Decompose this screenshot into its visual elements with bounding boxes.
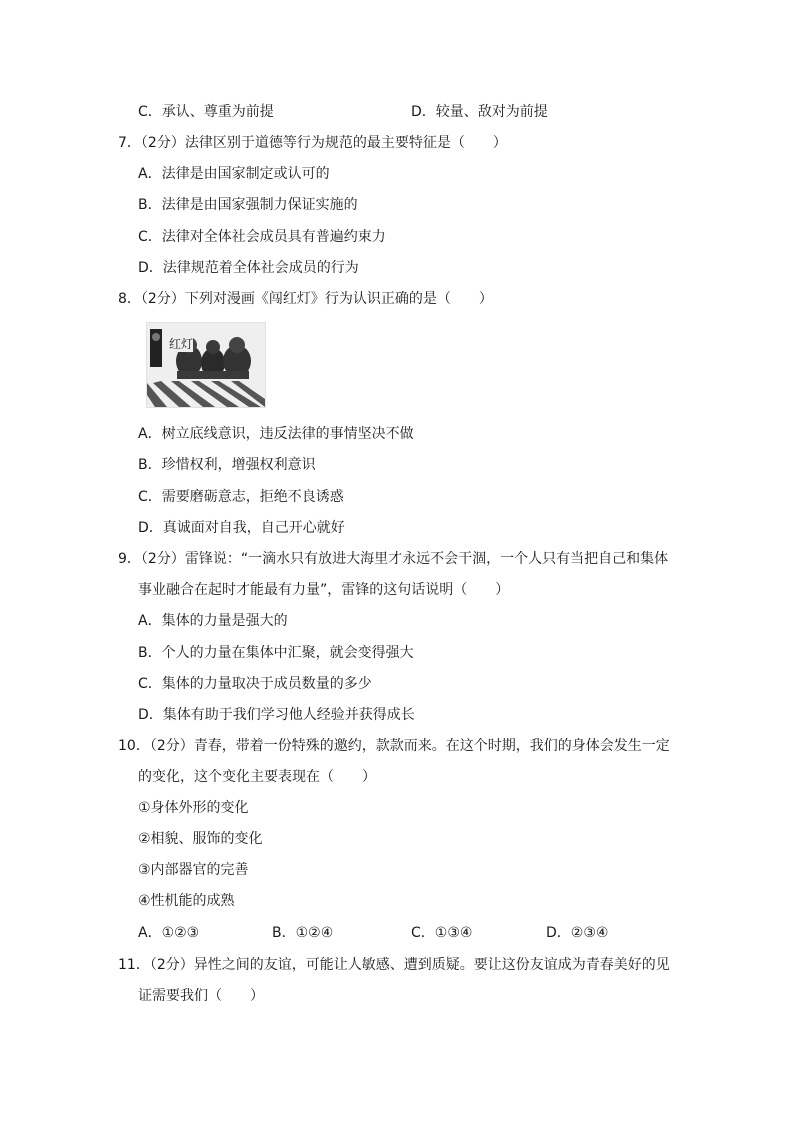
q7-stem: 7．（2分）法律区别于道德等行为规范的最主要特征是（ ） xyxy=(118,135,507,151)
q9-stem-line1: 9．（2分）雷锋说：“一滴水只有放进大海里才永远不会干涸，一个人只有当把自己和集体 xyxy=(118,551,669,567)
q8-stem: 8．（2分）下列对漫画《闯红灯》行为认识正确的是（ ） xyxy=(118,291,493,307)
q10-stem-line1: 10．（2分）青春，带着一份特殊的邀约，款款而来。在这个时期，我们的身体会发生一定 xyxy=(118,738,670,754)
q10-item-4: ④性机能的成熟 xyxy=(138,893,235,909)
q8-option-b: B．珍惜权利，增强权利意识 xyxy=(138,457,316,473)
q7-option-b: B．法律是由国家强制力保证实施的 xyxy=(138,197,358,213)
q8-option-a: A．树立底线意识，违反法律的事情坚决不做 xyxy=(138,426,414,442)
q10-item-3: ③内部器官的完善 xyxy=(138,862,249,878)
q10-option-b: B．①②④ xyxy=(272,925,334,941)
q9-option-c: C．集体的力量取决于成员数量的多少 xyxy=(138,676,372,692)
q10-item-2: ②相貌、服饰的变化 xyxy=(138,831,263,847)
q10-item-1: ①身体外形的变化 xyxy=(138,800,249,816)
q10-option-a: A．①②③ xyxy=(138,925,200,941)
cartoon-label: 红灯 xyxy=(169,337,194,351)
q7-option-d: D．法律规范着全体社会成员的行为 xyxy=(138,260,359,276)
q6-option-d: D．较量、敌对为前提 xyxy=(411,104,548,120)
q10-stem-line2: 的变化，这个变化主要表现在（ ） xyxy=(138,769,376,785)
q6-option-c: C．承认、尊重为前提 xyxy=(138,104,274,120)
q11-stem-line1: 11．（2分）异性之间的友谊，可能让人敏感、遭到质疑。要让这份友谊成为青春美好的见 xyxy=(118,957,670,973)
q7-option-a: A．法律是由国家制定或认可的 xyxy=(138,166,330,182)
q11-stem-line2: 证需要我们（ ） xyxy=(138,988,264,1004)
q8-option-c: C．需要磨砺意志，拒绝不良诱惑 xyxy=(138,489,344,505)
cartoon-illustration xyxy=(147,323,265,407)
q7-option-c: C．法律对全体社会成员具有普遍约束力 xyxy=(138,229,386,245)
q9-option-b: B．个人的力量在集体中汇聚，就会变得强大 xyxy=(138,645,414,661)
red-light-cartoon-image xyxy=(146,322,266,408)
q10-option-c: C．①③④ xyxy=(411,925,473,941)
q10-option-d: D．②③④ xyxy=(546,925,609,941)
q9-option-d: D．集体有助于我们学习他人经验并获得成长 xyxy=(138,707,415,723)
q9-option-a: A．集体的力量是强大的 xyxy=(138,613,288,629)
q8-option-d: D．真诚面对自我，自己开心就好 xyxy=(138,520,345,536)
q9-stem-line2: 事业融合在起时才能最有力量”，雷锋的这句话说明（ ） xyxy=(138,582,510,598)
